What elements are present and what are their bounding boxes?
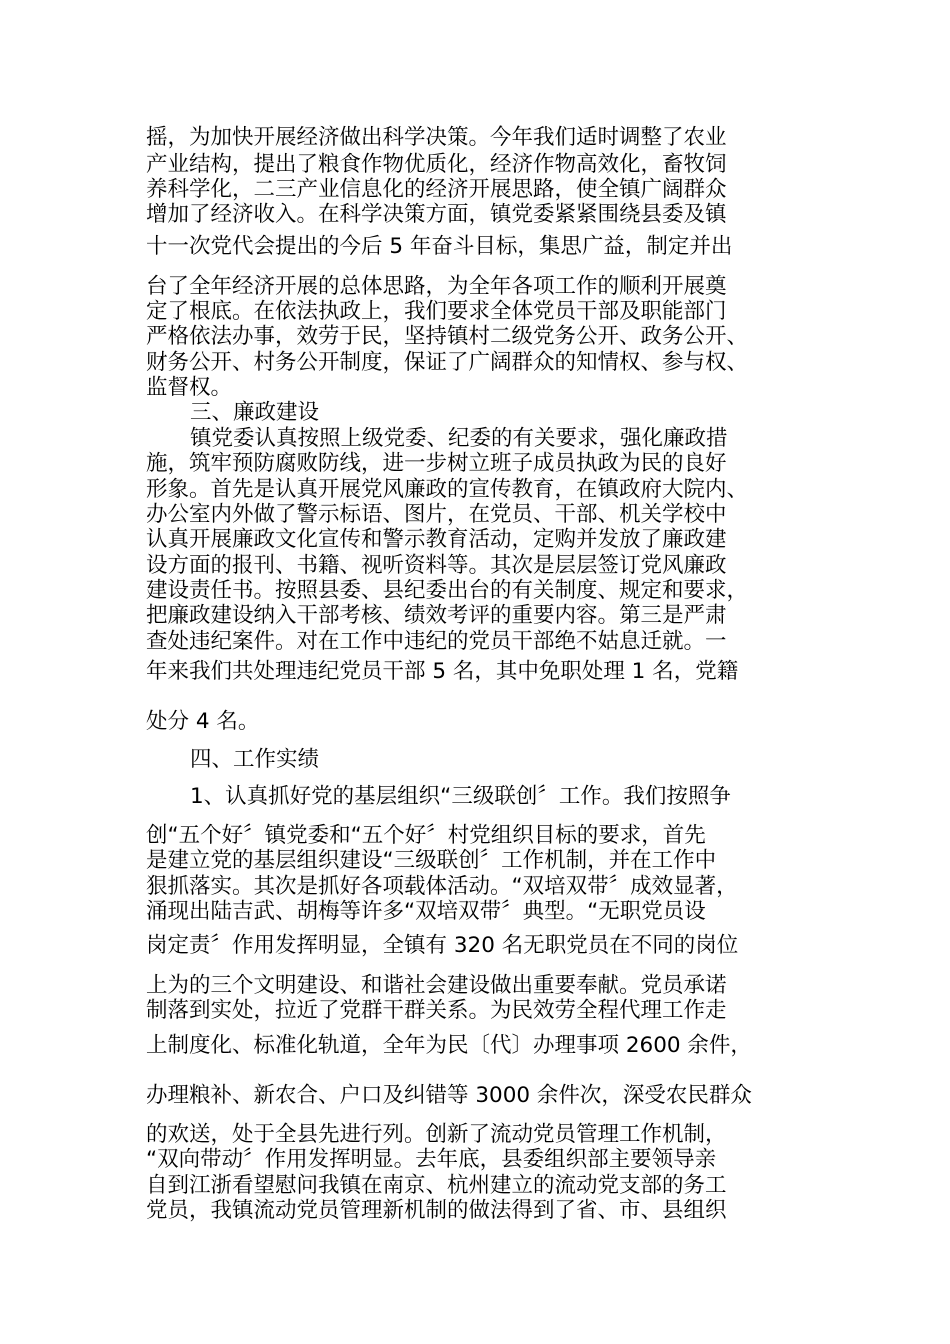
text-line: 镇党委认真按照上级党委、纪委的有关要求，强化廉政措 bbox=[190, 426, 728, 451]
text-line: 创“五个好〞镇党委和“五个好〞村党组织目标的要求，首先 bbox=[146, 823, 706, 848]
text-line: 查处违纪案件。对在工作中违纪的党员干部绝不姑息迁就。一 bbox=[146, 629, 727, 654]
text-line: 摇，为加快开展经济做出科学决策。今年我们适时调整了农业 bbox=[146, 125, 727, 150]
text-line: 年来我们共处理违纪党员干部 5 名，其中免职处理 1 名，党籍 bbox=[146, 659, 739, 684]
section-heading: 三、廉政建设 bbox=[190, 400, 320, 425]
text-line: 办理粮补、新农合、户口及纠错等 3000 余件次，深受农民群众 bbox=[146, 1083, 752, 1108]
text-line: 设方面的报刊、书籍、视听资料等。其次是层层签订党风廉政 bbox=[146, 553, 727, 578]
section-heading: 四、工作实绩 bbox=[190, 747, 320, 772]
text-line: 岗定责〞作用发挥明显，全镇有 320 名无职党员在不同的岗位 bbox=[146, 933, 739, 958]
text-line: 形象。首先是认真开展党风廉政的宣传教育，在镇政府大院内、 bbox=[146, 477, 749, 502]
text-line: 自到江浙看望慰问我镇在南京、杭州建立的流动党支部的务工 bbox=[146, 1173, 727, 1198]
text-line: 狠抓落实。其次是抓好各项载体活动。“双培双带〞成效显著， bbox=[146, 874, 738, 899]
text-line: 台了全年经济开展的总体思路，为全年各项工作的顺利开展奠 bbox=[146, 274, 727, 299]
text-line: 定了根底。在依法执政上，我们要求全体党员干部及职能部门 bbox=[146, 299, 727, 324]
text-line: 的欢送，处于全县先进行列。创新了流动党员管理工作机制， bbox=[146, 1122, 727, 1147]
text-line: 制落到实处，拉近了党群干群关系。为民效劳全程代理工作走 bbox=[146, 998, 727, 1023]
text-line: 处分 4 名。 bbox=[146, 709, 260, 734]
text-line: 把廉政建设纳入干部考核、绩效考评的重要内容。第三是严肃 bbox=[146, 603, 727, 628]
text-line: 施，筑牢预防腐败防线，进一步树立班子成员执政为民的良好 bbox=[146, 451, 727, 476]
text-line: 上制度化、标准化轨道，全年为民〔代〕办理事项 2600 余件， bbox=[146, 1033, 752, 1058]
text-line: 财务公开、村务公开制度，保证了广阔群众的知情权、参与权、 bbox=[146, 350, 749, 375]
text-line: 十一次党代会提出的今后 5 年奋斗目标，集思广益，制定并出 bbox=[146, 234, 733, 259]
text-line: 是建立党的基层组织建设“三级联创〞工作机制，并在工作中 bbox=[146, 848, 717, 873]
text-line: 党员，我镇流动党员管理新机制的做法得到了省、市、县组织 bbox=[146, 1198, 727, 1223]
text-line: 上为的三个文明建设、和谐社会建设做出重要奉献。党员承诺 bbox=[146, 973, 727, 998]
text-line: 1、认真抓好党的基层组织“三级联创〞工作。我们按照争 bbox=[190, 784, 731, 809]
text-line: 涌现出陆吉武、胡梅等许多“双培双带〞典型。“无职党员设 bbox=[146, 899, 706, 924]
text-line: “双向带动〞作用发挥明显。去年底，县委组织部主要领导亲 bbox=[146, 1147, 717, 1172]
text-line: 养科学化，二三产业信息化的经济开展思路，使全镇广阔群众 bbox=[146, 177, 727, 202]
text-line: 建设责任书。按照县委、县纪委出台的有关制度、规定和要求， bbox=[146, 578, 749, 603]
text-line: 增加了经济收入。在科学决策方面，镇党委紧紧围绕县委及镇 bbox=[146, 202, 727, 227]
text-line: 严格依法办事，效劳于民，坚持镇村二级党务公开、政务公开、 bbox=[146, 324, 749, 349]
text-line: 产业结构，提出了粮食作物优质化，经济作物高效化，畜牧饲 bbox=[146, 152, 727, 177]
text-line: 监督权。 bbox=[146, 375, 233, 400]
text-line: 认真开展廉政文化宣传和警示教育活动，定购并发放了廉政建 bbox=[146, 527, 727, 552]
text-line: 办公室内外做了警示标语、图片，在党员、干部、机关学校中 bbox=[146, 502, 727, 527]
